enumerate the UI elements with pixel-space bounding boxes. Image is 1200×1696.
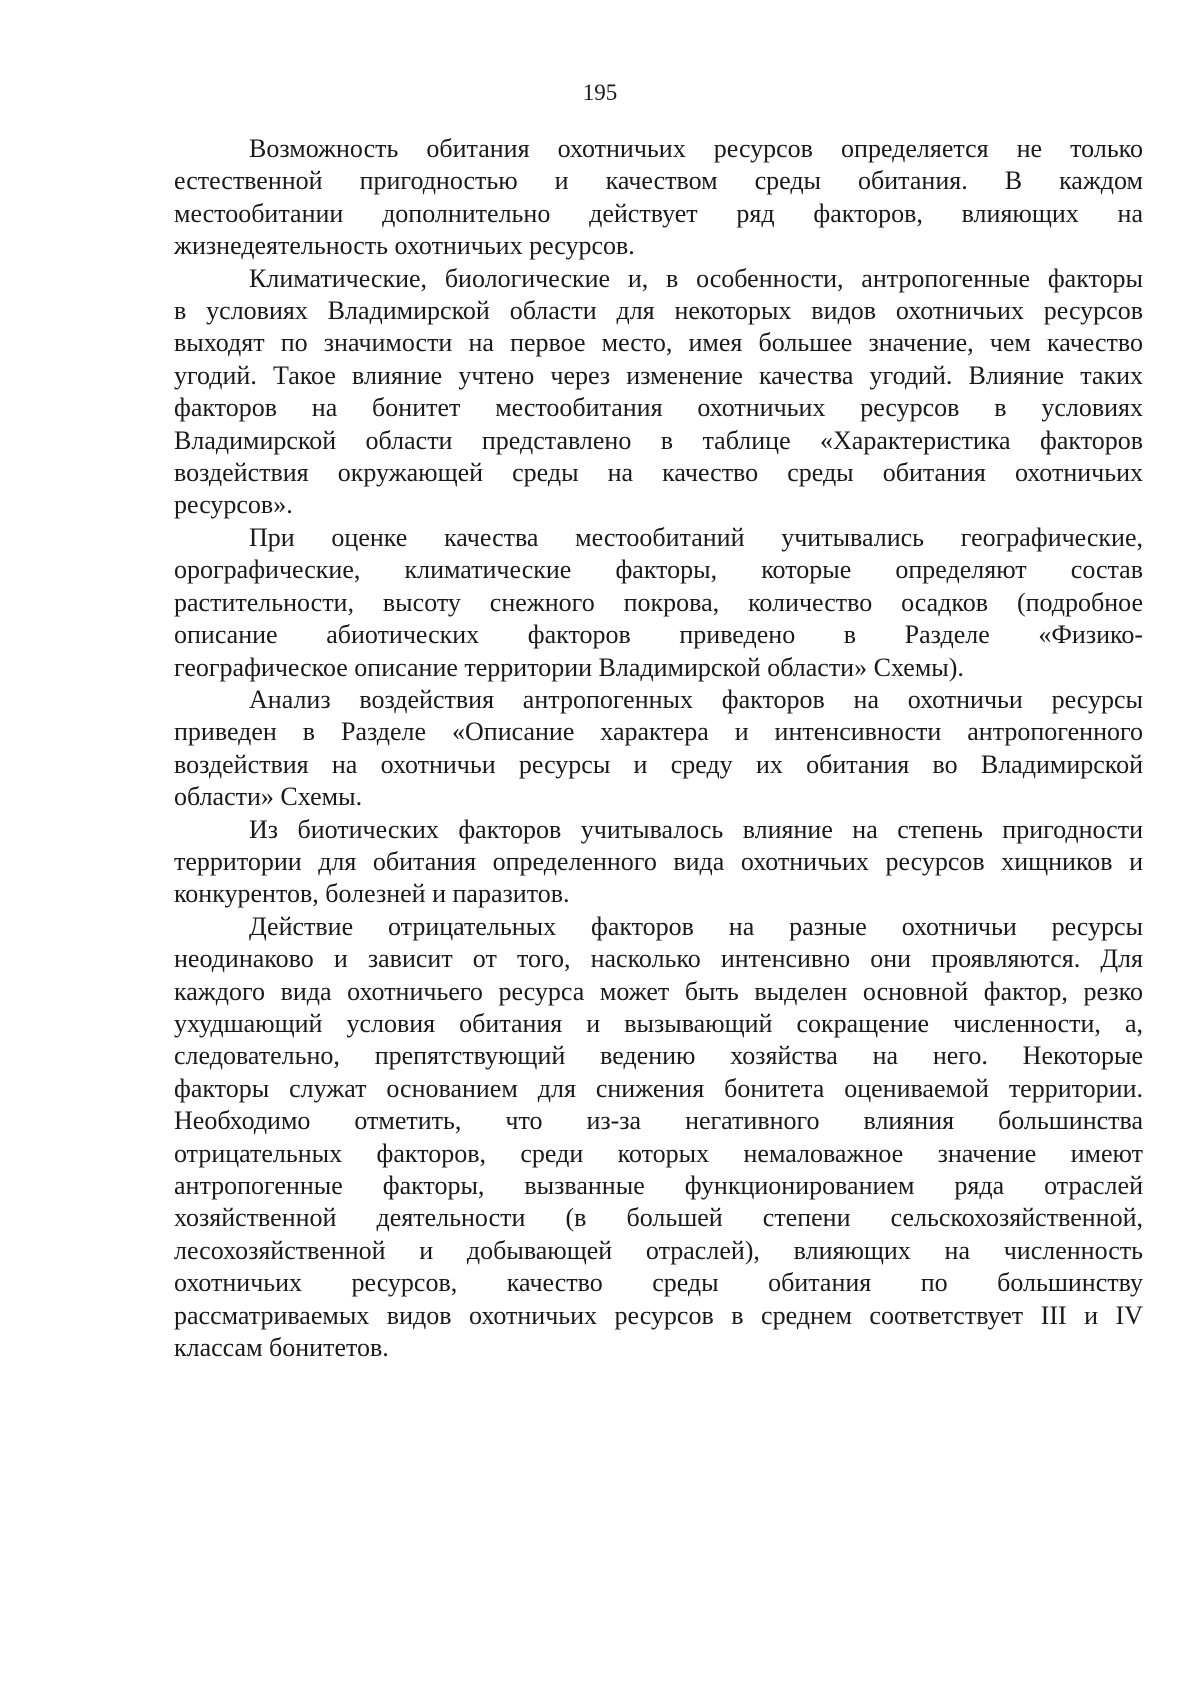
- text-line: области» Схемы.: [174, 782, 363, 812]
- text-line: Из биотических факторов учитывалось влияние на степень пригодности: [249, 814, 1143, 844]
- text-line: классам бонитетов.: [174, 1333, 389, 1363]
- text-line: в условиях Владимирской области для некоторых видов охотничьих ресурсов: [174, 296, 1143, 326]
- text-line: каждого вида охотничьего ресурса может быть выделен основной фактор, резко: [174, 976, 1143, 1006]
- text-line: Климатические, биологические и, в особенности, антропогенные факторы: [249, 263, 1143, 293]
- paragraph: [174, 133, 1143, 263]
- text-line: местообитании дополнительно действует ряд факторов, влияющих на: [174, 198, 1143, 228]
- text-line: антропогенные факторы, вызванные функционированием ряда отраслей: [174, 1171, 1143, 1200]
- text-line: описание абиотических факторов приведено в Разделе «Физико-: [174, 620, 1143, 650]
- text-line: растительности, высоту снежного покрова, количество осадков (подробное: [174, 587, 1143, 617]
- paragraph: [174, 263, 1143, 522]
- text-line: естественной пригодностью и качеством среды обитания. В каждом: [174, 166, 1143, 196]
- text-line: орографические, климатические факторы, которые определяют состав: [174, 555, 1143, 585]
- text-line: Возможность обитания охотничьих ресурсов определяется не только: [249, 134, 1143, 163]
- paragraph: [174, 814, 1143, 911]
- paragraph: [174, 684, 1143, 814]
- text-line: приведен в Разделе «Описание характера и интенсивности антропогенного: [174, 717, 1143, 747]
- text-line: выходят по значимости на первое место, имея большее значение, чем качество: [174, 328, 1143, 358]
- text-line: воздействия на охотничьи ресурсы и среду их обитания во Владимирской: [174, 749, 1143, 779]
- text-line: При оценке качества местообитаний учитывались географические,: [249, 522, 1143, 552]
- page-number: 195: [582, 80, 618, 105]
- text-line: рассматриваемых видов охотничьих ресурсов в среднем соответствует III и IV: [174, 1300, 1143, 1330]
- text-line: жизнедеятельность охотничьих ресурсов.: [174, 231, 635, 261]
- text-line: хозяйственной деятельности (в большей степени сельскохозяйственной,: [174, 1203, 1143, 1233]
- text-line: географическое описание территории Владимирской области» Схемы).: [174, 652, 964, 682]
- text-line: Анализ воздействия антропогенных факторов на охотничьи ресурсы: [249, 684, 1143, 714]
- text-line: ухудшающий условия обитания и вызывающий сокращение численности, а,: [174, 1008, 1143, 1038]
- text-line: ресурсов».: [174, 490, 293, 520]
- text-line: факторы служат основанием для снижения бонитета оцениваемой территории.: [174, 1073, 1143, 1103]
- text-line: неодинаково и зависит от того, насколько интенсивно они проявляются. Для: [174, 944, 1143, 974]
- text-line: лесохозяйственной и добывающей отраслей), влияющих на численность: [174, 1235, 1143, 1265]
- text-line: конкурентов, болезней и паразитов.: [174, 879, 570, 909]
- paragraph: [174, 911, 1143, 1365]
- text-line: Действие отрицательных факторов на разные охотничьи ресурсы: [249, 911, 1143, 941]
- text-line: охотничьих ресурсов, качество среды обитания по большинству: [174, 1268, 1143, 1298]
- paragraph: [174, 522, 1143, 684]
- text-line: территории для обитания определенного вида охотничьих ресурсов хищников и: [174, 846, 1143, 876]
- text-line: Необходимо отметить, что из-за негативного влияния большинства: [174, 1106, 1143, 1136]
- text-line: отрицательных факторов, среди которых немаловажное значение имеют: [174, 1138, 1143, 1168]
- text-line: следовательно, препятствующий ведению хозяйства на него. Некоторые: [174, 1041, 1143, 1071]
- text-line: Владимирской области представлено в таблице «Характеристика факторов: [174, 425, 1143, 455]
- text-line: воздействия окружающей среды на качество среды обитания охотничьих: [174, 458, 1143, 488]
- text-line: угодий. Такое влияние учтено через изменение качества угодий. Влияние таких: [174, 360, 1143, 390]
- body-text: [174, 133, 1143, 1364]
- text-line: факторов на бонитет местообитания охотничьих ресурсов в условиях: [174, 393, 1143, 423]
